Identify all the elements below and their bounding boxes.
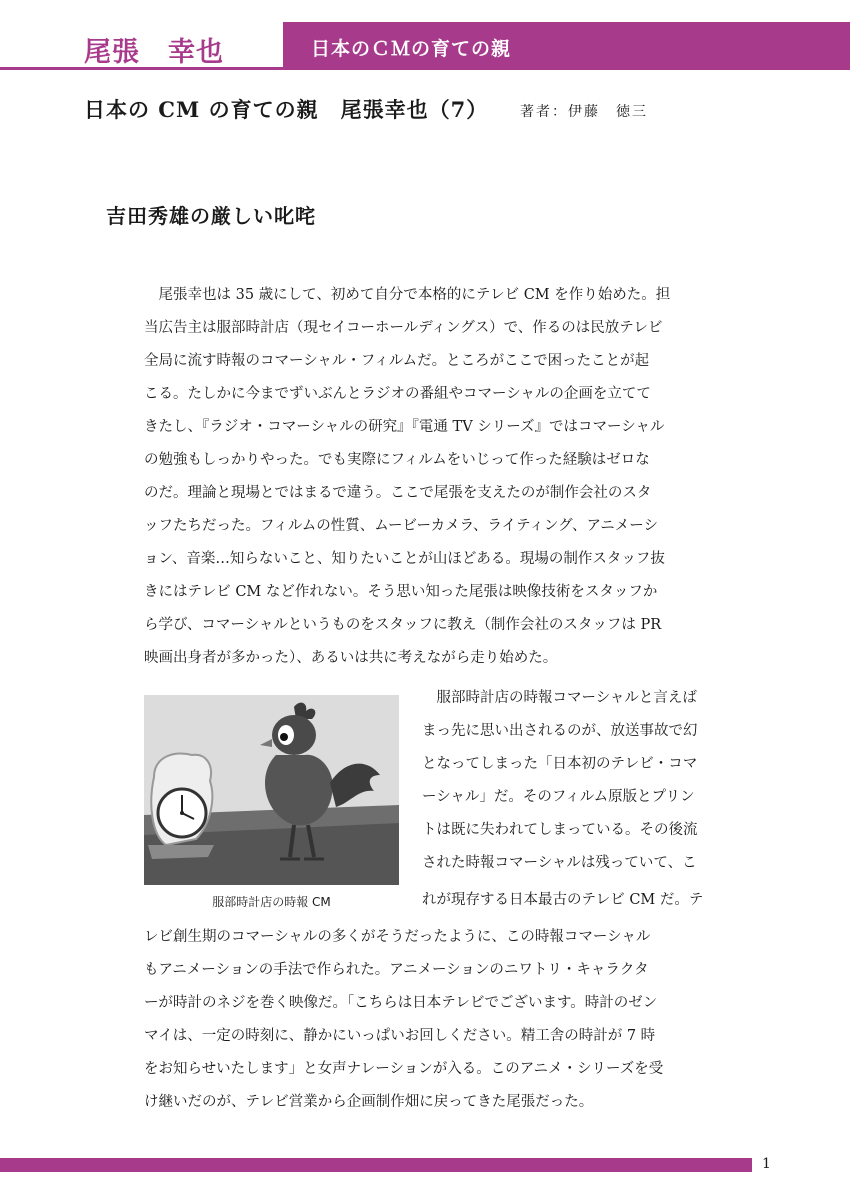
body-line: 全局に流す時報のコマーシャル・フィルムだ。ところがここで困ったことが起 [144, 353, 650, 369]
body-line: 当広告主は服部時計店（現セイコーホールディングス）で、作るのは民放テレビ [144, 320, 663, 336]
header-series-title: 日本のＣＭの育ての親 [311, 38, 512, 60]
body-line: もアニメーションの手法で作られた。アニメーションのニワトリ・キャラクタ [144, 962, 649, 978]
body-line: ッフたちだった。フィルムの性質、ムービーカメラ、ライティング、アニメーシ [144, 518, 659, 534]
body-line: をお知らせいたします」と女声ナレーションが入る。このアニメ・シリーズを受 [144, 1061, 664, 1077]
body-line: マイは、一定の時刻に、静かにいっぱいお回しください。精工舎の時計が 7 時 [144, 1028, 656, 1044]
body-line: 尾張幸也は 35 歳にして、初めて自分で本格的にテレビ CM を作り始めた。担 [144, 287, 671, 303]
body-line: ーが時計のネジを巻く映像だ。「こちらは日本テレビでございます。時計のゼン [144, 995, 658, 1011]
header-name-block [0, 22, 283, 70]
tv-cm-still-image [144, 695, 399, 885]
body-line: れが現存する日本最古のテレビ CM だ。テ [422, 892, 704, 908]
body-line: きにはテレビ CM など作れない。そう思い知った尾張は映像技術をスタッフか [144, 584, 658, 600]
body-line: まっ先に思い出されるのが、放送事故で幻 [422, 723, 698, 739]
body-line: ョン、音楽…知らないこと、知りたいことが山ほどある。現場の制作スタッフ抜 [144, 551, 665, 567]
section-heading: 吉田秀雄の厳しい叱咤 [106, 204, 316, 228]
document-title: 日本の CM の育ての親 尾張幸也（7） [84, 97, 489, 122]
body-line: の勉強もしっかりやった。でも実際にフィルムをいじって作った経験はゼロな [144, 452, 650, 468]
body-line: ら学び、コマーシャルというものをスタッフに教え（制作会社のスタッフは PR [144, 617, 662, 633]
document-author: 著者：伊藤 徳三 [520, 104, 648, 120]
page-number: 1 [762, 1156, 771, 1172]
header-author-name: 尾張 幸也 [84, 37, 224, 68]
body-line: のだ。理論と現場とではまるで違う。ここで尾張を支えたのが制作会社のスタ [144, 485, 652, 501]
body-line: ーシャル」だ。そのフィルム原版とプリン [422, 789, 695, 805]
body-line: け継いだのが、テレビ営業から企画制作畑に戻ってきた尾張だった。 [144, 1094, 594, 1110]
figure-caption: 服部時計店の時報 CM [212, 895, 331, 909]
body-line: された時報コマーシャルは残っていて、こ [422, 855, 697, 871]
body-line: こる。たしかに今までずいぶんとラジオの番組やコマーシャルの企画を立てて [144, 386, 651, 402]
body-line: となってしまった「日本初のテレビ・コマ [422, 756, 698, 772]
body-line: レビ創生期のコマーシャルの多くがそうだったように、この時報コマーシャル [144, 929, 651, 945]
footer-accent-bar [0, 1158, 752, 1172]
header-series-band [283, 22, 850, 70]
body-line: きたし、『ラジオ・コマーシャルの研究』『電通 TV シリーズ』ではコマーシャル [144, 419, 665, 435]
body-line: 映画出身者が多かった）、あるいは共に考えながら走り始めた。 [144, 650, 558, 666]
body-line: 服部時計店の時報コマーシャルと言えば [422, 690, 697, 706]
body-line: トは既に失われてしまっている。その後流 [422, 822, 698, 838]
